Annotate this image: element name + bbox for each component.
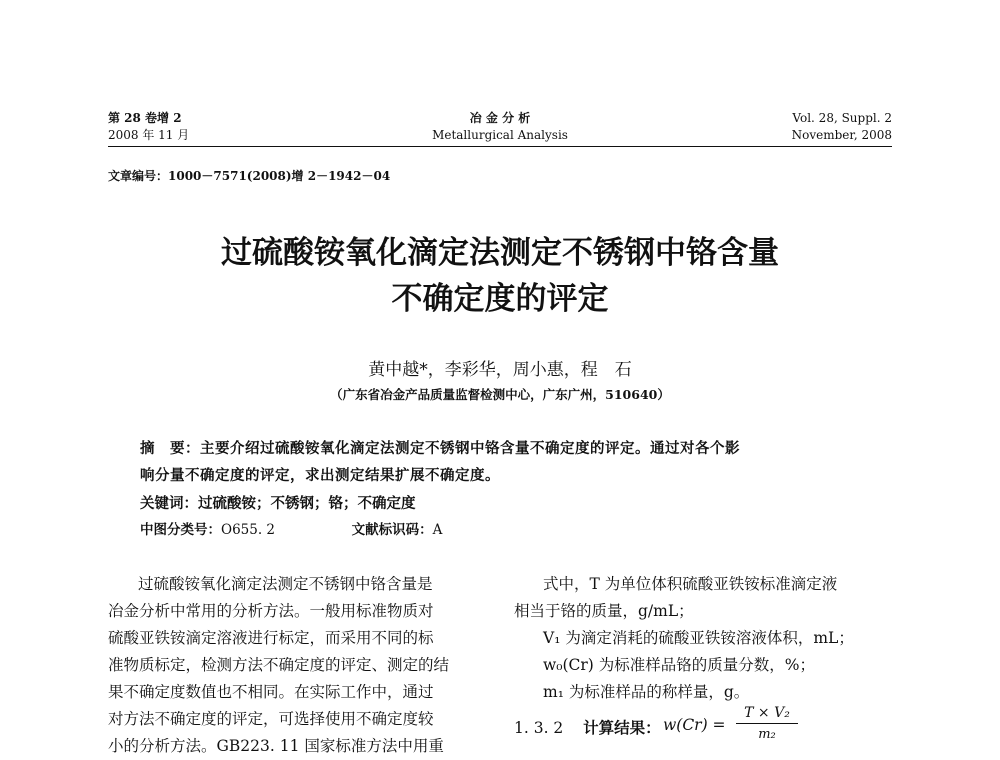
- formula-lhs: w(Cr) =: [663, 716, 726, 734]
- abstract-line-1: [140, 437, 740, 458]
- right-column-line: w₀(Cr) 为标准样品铬的质量分数，%；: [543, 656, 816, 674]
- right-column-line: 相当于铬的质量，g/mL；: [514, 602, 694, 620]
- section-label: 计算结果：: [583, 718, 661, 737]
- left-column-line: 小的分析方法。GB223. 11 国家标准方法中用重: [108, 737, 444, 755]
- right-column-line: m₁ 为标准样品的称样量，g。: [543, 683, 750, 701]
- right-column-line: 式中，T 为单位体积硫酸亚铁铵标准滴定液: [543, 575, 838, 593]
- left-column-line: 硫酸亚铁铵滴定溶液进行标定，而采用不同的标: [108, 629, 434, 647]
- left-column-line: 果不确定度数值也不相同。在实际工作中，通过: [108, 683, 434, 701]
- abstract-line-2: 响分量不确定度的评定，求出测定结果扩展不确定度。: [140, 467, 500, 484]
- authors: 黄中越*，李彩华，周小惠，程 石: [368, 360, 632, 380]
- keywords-text: 过硫酸铵；不锈钢；铬；不确定度: [198, 495, 416, 512]
- formula-fraction-bar: [736, 723, 798, 724]
- left-column-line: 过硫酸铵氧化滴定法测定不锈钢中铬含量是: [138, 575, 433, 593]
- left-column-line: 冶金分析中常用的分析方法。一般用标准物质对: [108, 602, 434, 620]
- journal-date: 2008 年 11 月: [108, 128, 190, 142]
- journal-date-english: November, 2008: [791, 128, 892, 142]
- article-number: 文章编号：1000－7571(2008)增 2－1942－04: [108, 169, 391, 183]
- classification-label: 中图分类号：: [140, 522, 221, 538]
- doc-code-label: 文献标识码：: [351, 522, 433, 538]
- classification-value: O655. 2: [221, 522, 276, 538]
- keywords-line: [140, 492, 416, 513]
- title-line-1: 过硫酸铵氧化滴定法测定不锈钢中铬含量: [221, 235, 779, 271]
- affiliation: （广东省冶金产品质量监督检测中心，广东广州，510640）: [330, 387, 670, 402]
- section-heading: [514, 716, 661, 738]
- abstract-label: 摘 要：: [140, 440, 200, 457]
- keywords-label: 关键词：: [140, 495, 198, 512]
- section-number: 1. 3. 2: [514, 719, 564, 737]
- journal-name-english: Metallurgical Analysis: [432, 128, 568, 142]
- right-column-line: V₁ 为滴定消耗的硫酸亚铁铵溶液体积，mL；: [543, 629, 854, 647]
- abstract-text-1: 主要介绍过硫酸铵氧化滴定法测定不锈钢中铬含量不确定度的评定。通过对各个影: [200, 440, 740, 457]
- left-column-line: 准物质标定，检测方法不确定度的评定、测定的结: [108, 656, 450, 674]
- journal-name: 冶 金 分 析: [469, 111, 531, 125]
- journal-volume: 第 28 卷增 2: [108, 111, 182, 125]
- doc-code-value: A: [432, 522, 443, 538]
- classification-line: [140, 518, 442, 538]
- left-column-line: 对方法不确定度的评定，可选择使用不确定度较: [108, 710, 434, 728]
- formula-numerator: T × V₂: [744, 705, 790, 721]
- header-rule: [108, 146, 892, 147]
- title-line-2: 不确定度的评定: [391, 281, 609, 317]
- journal-volume-english: Vol. 28, Suppl. 2: [792, 111, 892, 125]
- formula-denominator: m₂: [758, 727, 776, 742]
